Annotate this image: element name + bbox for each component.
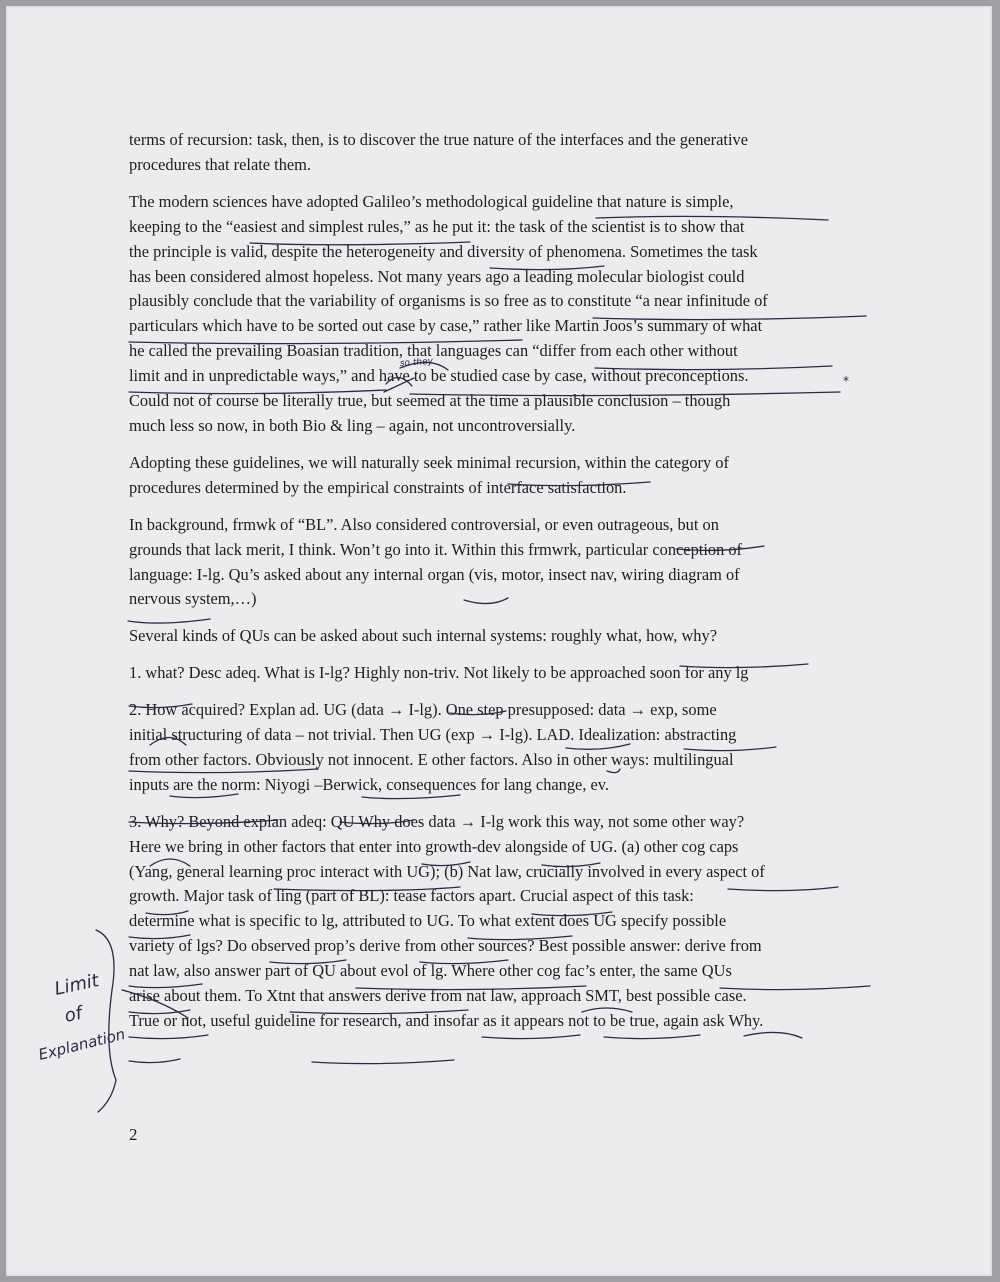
text-line: inputs are the norm: Niyogi –Berwick, consequences for lang change, ev. (129, 774, 610, 794)
paragraph (129, 128, 869, 178)
text-line: from other factors. Obviously not innocent. E other factors. Also in other ways: multilingual (129, 749, 734, 769)
text-line: keeping to the “easiest and simplest rules,” as he put it: the task of the scientist is to show that (129, 216, 745, 236)
margin-note-line-2: of (62, 1002, 85, 1027)
text-line: language: I-lg. Qu’s asked about any internal organ (vis, motor, insect nav, wiring diagram of (129, 564, 740, 584)
text-line: particulars which have to be sorted out case by case,” rather like Martin Joos’s summary of what (129, 316, 763, 336)
text-line: Could not of course be literally true, but seemed at the time a plausible conclusion – though (129, 391, 731, 411)
paragraph (129, 810, 869, 1034)
paragraph (129, 190, 869, 439)
document-body (129, 128, 869, 1046)
text-line: Here we bring in other factors that enter into growth-dev alongside of UG. (a) other cog caps (129, 836, 739, 856)
text-line: Several kinds of QUs can be asked about such internal systems: roughly what, how, why? (129, 626, 717, 646)
text-line: procedures that relate them. (129, 154, 312, 174)
text-line: nervous system,…) (129, 589, 257, 609)
text-line: he called the prevailing Boasian tradition, that languages can “differ from each other without (129, 341, 738, 361)
text-line: limit and in unpredictable ways,” and have to be studied case by case, without preconceptions. (129, 366, 749, 386)
page-number: 2 (129, 1125, 138, 1144)
text-line: procedures determined by the empirical constraints of interface satisfaction. (129, 477, 627, 497)
text-line: variety of lgs? Do observed prop’s derive from other sources? Best possible answer: derive from (129, 936, 762, 956)
text-line: The modern sciences have adopted Galileo’s methodological guideline that nature is simple, (129, 191, 734, 211)
text-line: 3. Why? Beyond explan adeq: QU Why does data → I-lg work this way, not some other way? (129, 811, 745, 831)
text-line: 2. How acquired? Explan ad. UG (data → I-lg). One step presupposed: data → exp, some (129, 700, 717, 720)
text-line: Adopting these guidelines, we will naturally seek minimal recursion, within the category of (129, 452, 729, 472)
text-line: initial structuring of data – not trivial. Then UG (exp → I-lg). LAD. Idealization: abstracting (129, 725, 737, 745)
text-line: nat law, also answer part of QU about evol of lg. Where other cog fac’s enter, the same QUs (129, 961, 732, 981)
handwritten-insertion: so they (399, 356, 434, 369)
text-line: the principle is valid, despite the heterogeneity and diversity of phenomena. Sometimes the task (129, 241, 758, 261)
text-line: 1. what? Desc adeq. What is I-lg? Highly non-triv. Not likely to be approached soon for any lg (129, 663, 749, 683)
text-line: arise about them. To Xtnt that answers derive from nat law, approach SMT, best possible case. (129, 986, 747, 1006)
text-line: True or not, useful guideline for research, and insofar as it appears not to be true, again ask Why. (129, 1011, 764, 1030)
text-line: grounds that lack merit, I think. Won’t go into it. Within this frmwrk, particular conception of (129, 539, 743, 559)
text-line: In background, frmwk of “BL”. Also considered controversial, or even outrageous, but on (129, 514, 719, 534)
text-line: plausibly conclude that the variability of organisms is so free as to constitute “a near infinitude of (129, 291, 768, 311)
margin-note-line-3: Explanation (36, 1024, 128, 1064)
text-line: much less so now, in both Bio & ling – again, not uncontroversially. (129, 415, 576, 435)
paragraph (129, 513, 869, 613)
margin-note-line-1: Limit (52, 970, 101, 1000)
paragraph (129, 661, 869, 686)
text-line: terms of recursion: task, then, is to discover the true nature of the interfaces and the generative (129, 130, 748, 149)
paragraph (129, 698, 869, 798)
text-line: determine what is specific to lg, attributed to UG. To what extent does UG specify possible (129, 911, 727, 931)
text-line: growth. Major task of ling (part of BL): tease factors apart. Crucial aspect of this task: (129, 886, 694, 906)
text-line: has been considered almost hopeless. Not many years ago a leading molecular biologist could (129, 266, 745, 286)
text-line: (Yang, general learning proc interact with UG); (b) Nat law, crucially involved in every aspect of (129, 861, 765, 881)
paragraph (129, 624, 869, 649)
paragraph (129, 451, 869, 501)
asterisk-mark: * (843, 374, 849, 388)
